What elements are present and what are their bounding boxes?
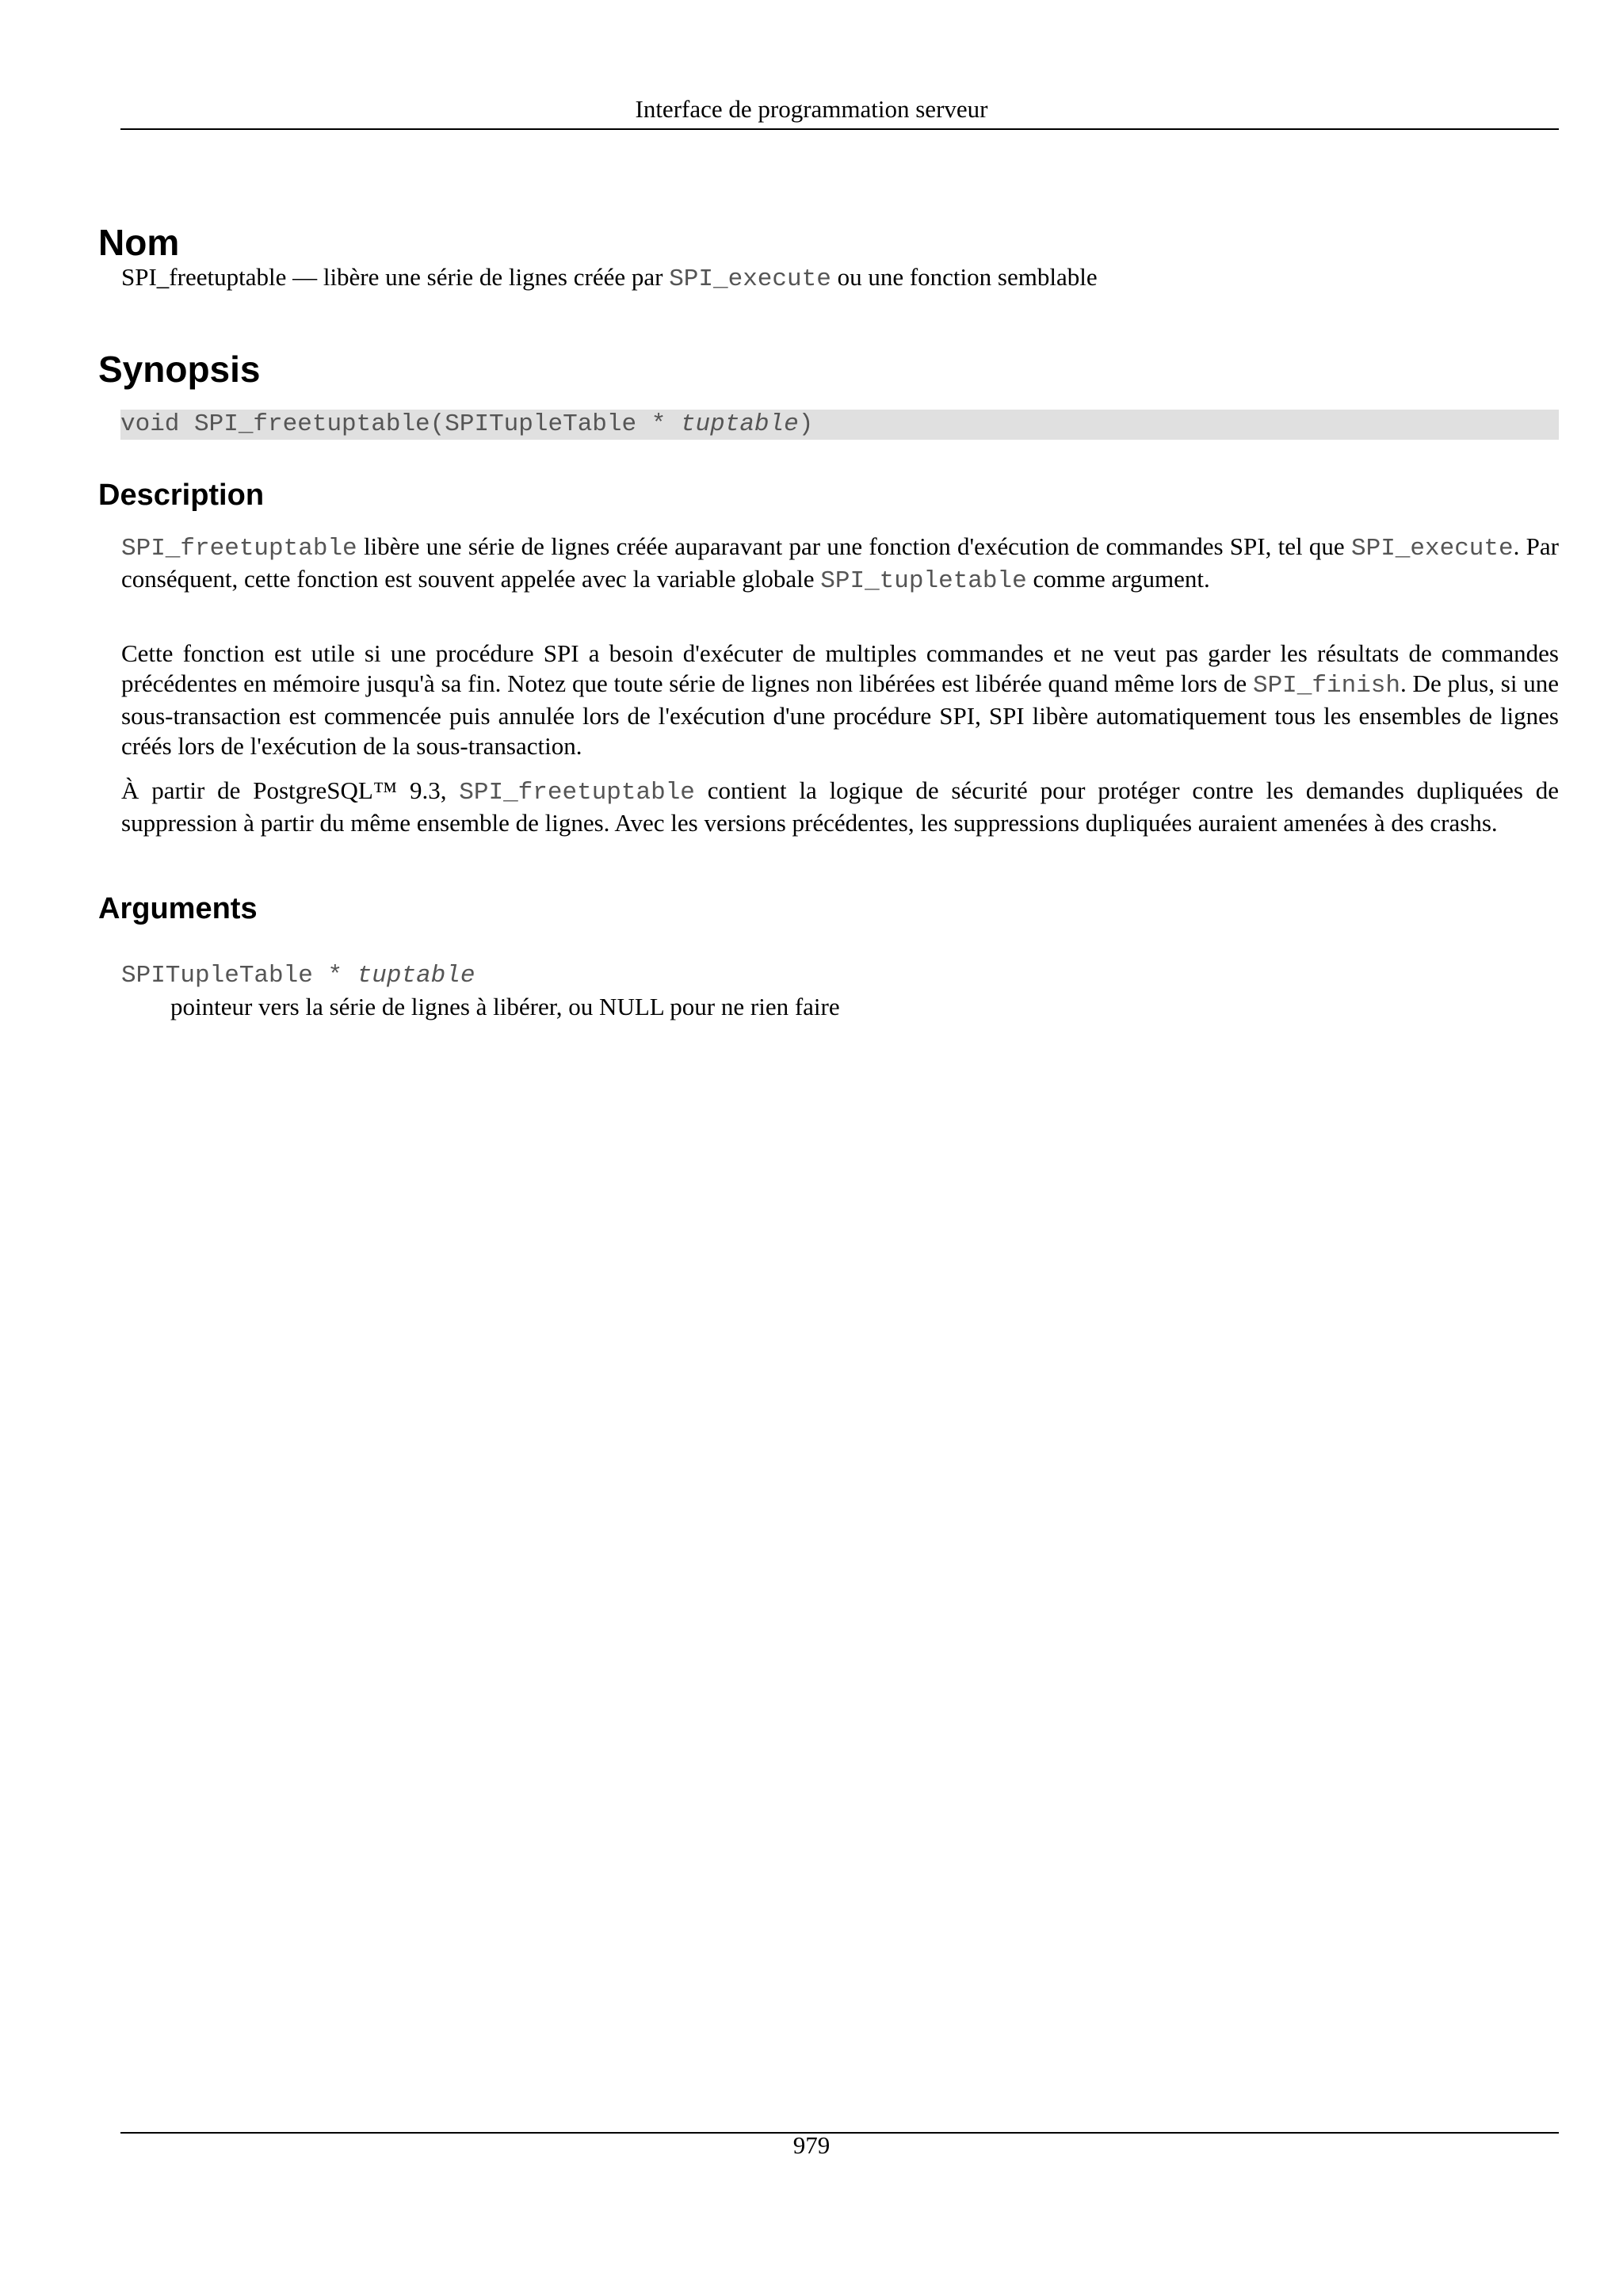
description-p3-text-2: contient la logique de sécurité pour protéger contre les demandes dupliquées de suppression à partir du même ensemble de lignes. Avec les versions précédentes, les suppressions dupliquées auraient amenées à des crashs.: [121, 776, 1559, 837]
argument-description: pointeur vers la série de lignes à libérer, ou NULL pour ne rien faire: [170, 993, 840, 1020]
section-heading-arguments: Arguments: [98, 892, 258, 925]
description-paragraph-3: [121, 776, 1559, 838]
section-heading-description: Description: [98, 479, 265, 512]
description-paragraph-2: [121, 639, 1559, 761]
description-p2-text-1: Cette fonction est utile si une procédure SPI a besoin d'exécuter de multiples commandes et ne veut pas garder les résultats de commandes précédentes en mémoire jusqu'à sa fin. Notez que toute série de lignes non libérées est libérée quand même lors de: [121, 639, 1559, 697]
code-spi-finish: SPI_finish: [1252, 672, 1400, 700]
code-spi-tupletable: SPI_tupletable: [820, 567, 1027, 595]
description-p2-text-2: . De plus, si une sous-transaction est commencée puis annulée lors de l'exécution d'une procédure SPI, SPI libère automatiquement tous les ensembles de lignes créés lors de l'exécution de la sous-transaction.: [121, 669, 1559, 760]
code-spi-freetuptable-2: SPI_freetuptable: [459, 779, 695, 807]
section-heading-nom: Nom: [98, 222, 180, 263]
description-p1-text-2: . Par conséquent, cette fonction est souvent appelée avec la variable globale: [121, 532, 1559, 593]
argument-term: [121, 961, 475, 991]
nom-text-end: ou une fonction semblable: [831, 263, 1098, 291]
synopsis-code-suffix: ): [798, 410, 814, 438]
synopsis-code-param: tuptable: [680, 410, 799, 438]
synopsis-code-prefix: void SPI_freetuptable(SPITupleTable *: [120, 410, 681, 438]
description-p1-text-3: comme argument.: [1026, 565, 1210, 593]
synopsis-code-block: [120, 410, 1559, 440]
nom-text: SPI_freetuptable — libère une série de lignes créée par: [121, 263, 670, 291]
header-rule: [120, 128, 1559, 130]
description-p3-text-1: À partir de PostgreSQL™ 9.3,: [121, 776, 460, 804]
section-heading-synopsis: Synopsis: [98, 349, 261, 390]
nom-code-spi-execute: SPI_execute: [669, 265, 831, 293]
description-p1-text-1: libère une série de lignes créée auparavant par une fonction d'exécution de commandes SPI, tel que: [357, 532, 1351, 560]
nom-line: [121, 262, 1559, 295]
page-header-title: Interface de programmation serveur: [635, 95, 988, 123]
description-paragraph-1: [121, 532, 1559, 597]
code-spi-execute: SPI_execute: [1350, 535, 1514, 563]
code-spi-freetuptable: SPI_freetuptable: [121, 535, 357, 563]
argument-term-type: SPITupleTable *: [121, 962, 357, 990]
argument-term-param: tuptable: [357, 962, 475, 990]
page-number: 979: [792, 2131, 831, 2159]
